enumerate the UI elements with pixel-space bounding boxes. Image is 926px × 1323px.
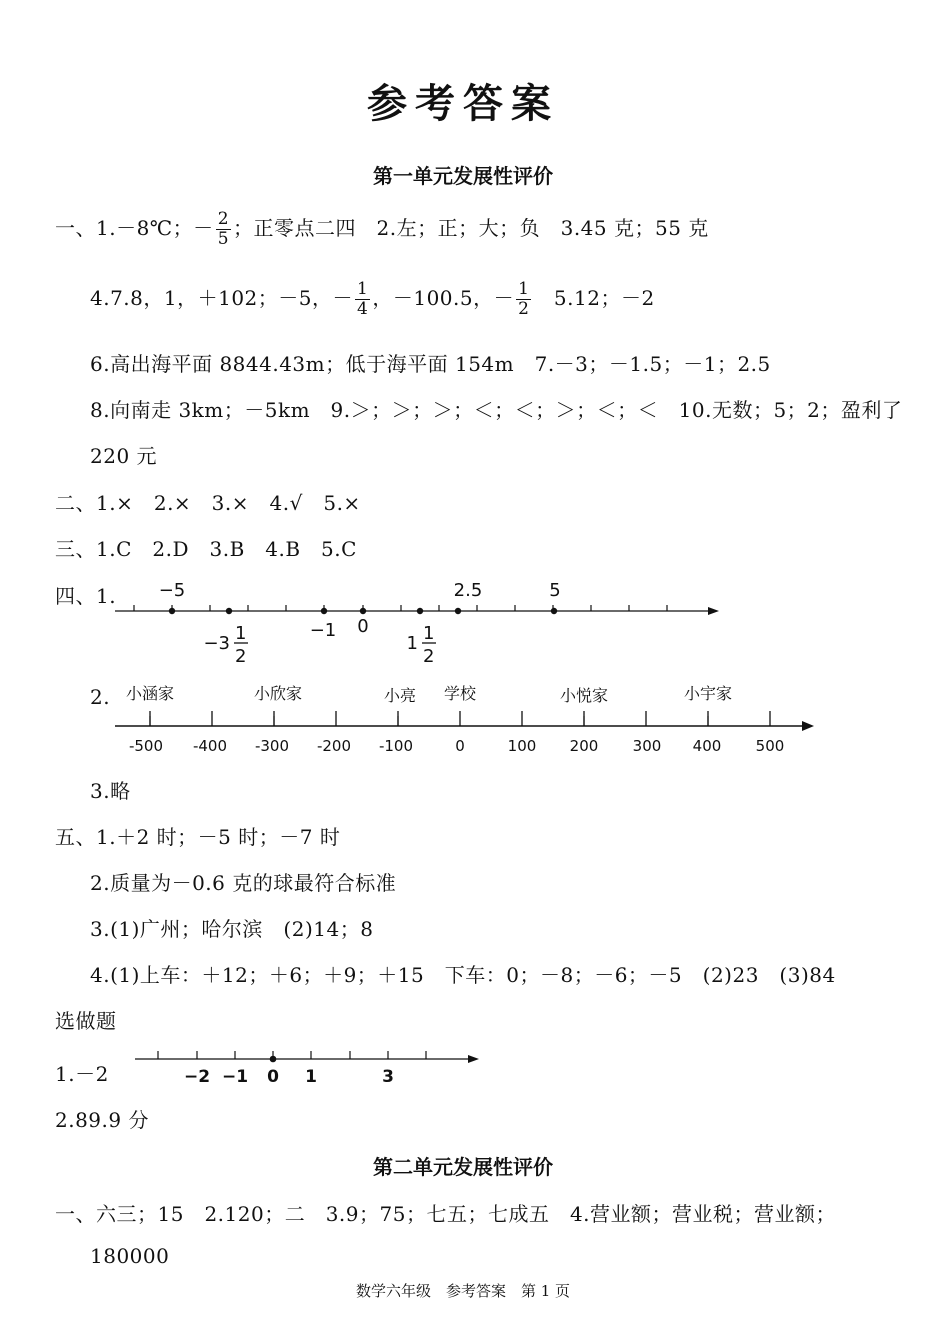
unit2-answer-line-2: 180000	[90, 1244, 170, 1268]
answer-line-4	[90, 280, 655, 319]
fraction-numerator: 1	[357, 279, 369, 299]
answer-text: ，－100.5，－	[372, 286, 515, 310]
tick-label: -300	[254, 737, 290, 755]
optional-heading: 选做题	[55, 1009, 117, 1033]
answer-line-8-cont: 220 元	[90, 444, 158, 468]
label-one: 1	[406, 633, 418, 654]
tick-label: 500	[755, 737, 785, 755]
tick-label: 3	[382, 1067, 394, 1087]
answer-part-5-2: 2.质量为－0.6 克的球最符合标准	[90, 871, 397, 895]
fraction-denominator: 2	[518, 299, 530, 319]
tick-label: 300	[632, 737, 662, 755]
point-5	[551, 608, 557, 614]
place-label: 小涵家	[125, 684, 175, 703]
fraction	[216, 210, 231, 249]
answer-part-5-3: 3.(1)广州；哈尔滨 (2)14；8	[90, 917, 374, 941]
arrow-head	[708, 607, 719, 615]
answer-text: 5.12；－2	[533, 286, 655, 310]
point-2-5	[455, 608, 461, 614]
optional-answer-2: 2.89.9 分	[55, 1108, 149, 1132]
answer-text: 4.7.8，1，＋102；－5，－	[90, 286, 354, 310]
place-label: 小宇家	[683, 684, 733, 703]
answer-text: 一、1.－8℃；－	[55, 216, 214, 240]
place-label: 学校	[443, 684, 477, 703]
point-minus-1	[321, 608, 327, 614]
optional-answer-1: 1.－2	[55, 1062, 109, 1086]
answer-part-5-4: 4.(1)上车：＋12；＋6；＋9；＋15 下车：0；－8；－6；－5 (2)23 (3)84	[90, 963, 836, 987]
answer-part-3: 三、1.C 2.D 3.B 4.B 5.C	[55, 537, 357, 561]
tick-label: -400	[192, 737, 228, 755]
label-half-num: 1	[423, 623, 435, 644]
answer-part-2: 二、1.× 2.× 3.× 4.√ 5.×	[55, 491, 361, 515]
place-label: 小亮	[383, 686, 417, 705]
fraction	[516, 280, 531, 319]
label-0: 0	[357, 616, 369, 637]
tick-label: −2	[183, 1067, 211, 1087]
tick-label: -500	[128, 737, 164, 755]
answer-part-4-2-label: 2.	[90, 685, 111, 709]
label-half-num: 1	[235, 623, 247, 644]
tick-label: 200	[569, 737, 599, 755]
page-footer: 数学六年级 参考答案 第 1 页	[355, 1282, 571, 1300]
label-minus-1: −1	[309, 620, 337, 641]
point-0	[270, 1056, 277, 1063]
number-line-1	[110, 575, 725, 670]
tick-label: 100	[507, 737, 537, 755]
label-5: 5	[549, 580, 561, 601]
label-minus-3: −3	[203, 633, 230, 654]
fraction-numerator: 1	[518, 279, 530, 299]
answer-part-4-label: 四、1.	[55, 584, 117, 608]
answer-part-5-1: 五、1.＋2 时；－5 时；－7 时	[55, 825, 341, 849]
answer-line-8: 8.向南走 3km；－5km 9.＞；＞；＞；＜；＜；＞；＜；＜ 10.无数；5；2；盈利了	[90, 398, 903, 422]
tick-label: -200	[316, 737, 352, 755]
tick-label: 0	[455, 737, 465, 755]
tick-label: 400	[692, 737, 722, 755]
number-line-3	[130, 1045, 485, 1090]
point-minus-3-half	[226, 608, 232, 614]
label-2-5: 2.5	[453, 580, 483, 601]
fraction-denominator: 4	[357, 299, 369, 319]
answer-part-4-3: 3.略	[90, 779, 131, 803]
unit2-answer-line-1: 一、六三；15 2.120；二 3.9；75；七五；七成五 4.营业额；营业税；营业额；	[55, 1202, 837, 1226]
page-title: 参考答案	[367, 80, 559, 127]
tick-label: 0	[267, 1067, 279, 1087]
place-label: 小欣家	[253, 684, 303, 703]
answer-text: ；正零点二四 2.左；正；大；负 3.45 克；55 克	[233, 216, 709, 240]
label-half-den: 2	[235, 646, 247, 667]
fraction-denominator: 5	[217, 229, 230, 249]
section-heading-unit2: 第二单元发展性评价	[373, 1155, 553, 1179]
label-minus-5: −5	[158, 580, 186, 601]
tick-label: −1	[221, 1067, 249, 1087]
fraction-numerator: 2	[217, 209, 230, 229]
point-0	[360, 608, 366, 614]
number-line-2	[110, 678, 820, 763]
answer-line-6: 6.高出海平面 8844.43m；低于海平面 154m 7.－3；－1.5；－1；2.5	[90, 352, 771, 376]
arrow-head	[802, 721, 814, 731]
point-1-half	[417, 608, 423, 614]
label-half-den: 2	[423, 646, 435, 667]
fraction	[355, 280, 370, 319]
tick-label: 1	[305, 1067, 317, 1087]
section-heading-unit1: 第一单元发展性评价	[373, 164, 553, 188]
tick-label: -100	[378, 737, 414, 755]
arrow-head	[468, 1055, 479, 1063]
place-label: 小悦家	[559, 686, 609, 705]
point-minus-5	[169, 608, 175, 614]
answer-line-1	[55, 210, 709, 249]
